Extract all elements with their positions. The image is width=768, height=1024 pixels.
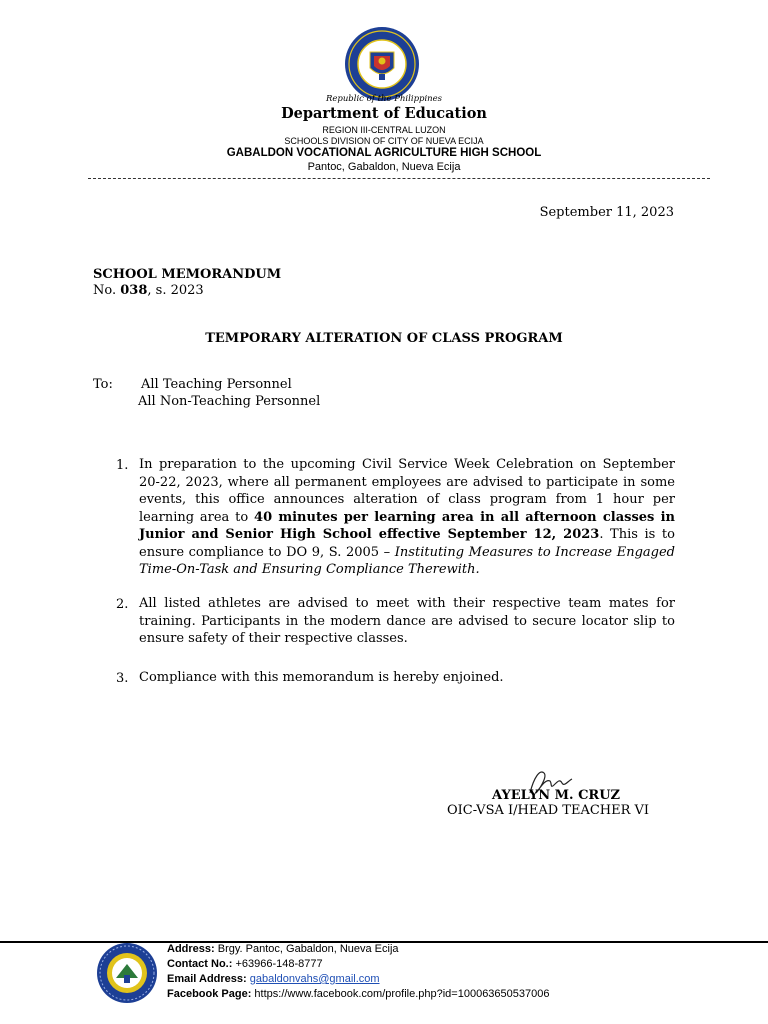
memo-series: , s. 2023	[147, 283, 204, 298]
footer-contact	[167, 957, 323, 972]
memo-no-prefix: No.	[93, 283, 121, 298]
deped-seal-logo	[344, 26, 420, 102]
header-divider	[88, 178, 710, 179]
school-address: Pantoc, Gabaldon, Nueva Ecija	[307, 161, 461, 173]
department-name: Department of Education	[281, 105, 487, 122]
footer-contact-label: Contact No.:	[167, 958, 233, 970]
memo-type: SCHOOL MEMORANDUM	[93, 267, 282, 282]
footer-facebook	[167, 987, 550, 1002]
republic-line: Republic of the Philippines	[325, 94, 443, 104]
item-1-number: 1.	[116, 458, 129, 473]
division-line: SCHOOLS DIVISION OF CITY OF NUEVA ECIJA	[284, 136, 484, 146]
footer-email	[167, 972, 380, 987]
item-2-number: 2.	[116, 597, 129, 612]
memo-date: September 11, 2023	[539, 205, 674, 220]
item-1-text-italic: Instituting Measures to Increase Engaged Time-On-Task and Ensuring Compliance Therewith.	[139, 544, 675, 577]
footer-facebook-label: Facebook Page:	[167, 988, 252, 1000]
item-3-number: 3.	[116, 671, 129, 686]
footer-email-link[interactable]: gabaldonvahs@gmail.com	[249, 973, 380, 985]
recipient-2: All Non-Teaching Personnel	[138, 394, 321, 409]
footer-facebook-value: https://www.facebook.com/profile.php?id=100063650537006	[251, 988, 550, 1000]
item-1-text-b: . This is to ensure compliance to DO 9, S. 2005 –	[139, 527, 675, 560]
memo-number-line	[93, 283, 204, 298]
footer-email-label: Email Address:	[167, 973, 247, 985]
school-seal-logo	[96, 942, 158, 1004]
item-2-text: All listed athletes are advised to meet with their respective team mates for training. Participants in the modern dance are advised to secure locator slip to ensure safety of their respective classes.	[139, 596, 675, 646]
footer-contact-value: +63966-148-8777	[232, 958, 323, 970]
signatory-position: OIC-VSA I/HEAD TEACHER VI	[447, 803, 650, 818]
to-label: To:	[93, 377, 113, 392]
footer-address	[167, 942, 399, 957]
item-3-text: Compliance with this memorandum is hereby enjoined.	[139, 670, 504, 685]
recipient-1: All Teaching Personnel	[141, 377, 292, 392]
signatory-name: AYELYN M. CRUZ	[492, 788, 621, 803]
item-1-text-a: In preparation to the upcoming Civil Service Week Celebration on September 20-22, 2023, where all permanent employees are advised to participate in some events, this office announces alteration of class program from 1 hour per learning area to	[139, 457, 675, 525]
school-name: GABALDON VOCATIONAL AGRICULTURE HIGH SCHOOL	[226, 147, 542, 159]
region-line: REGION III-CENTRAL LUZON	[322, 125, 446, 135]
memo-number: 038	[120, 283, 148, 298]
item-1-text	[139, 456, 675, 579]
item-1-text-bold: 40 minutes per learning area in all afternoon classes in Junior and Senior High School effective September 12, 2023	[139, 509, 675, 542]
footer-address-value: Brgy. Pantoc, Gabaldon, Nueva Ecija	[214, 943, 399, 955]
memo-title: TEMPORARY ALTERATION OF CLASS PROGRAM	[205, 331, 563, 346]
footer-address-label: Address:	[167, 943, 215, 955]
